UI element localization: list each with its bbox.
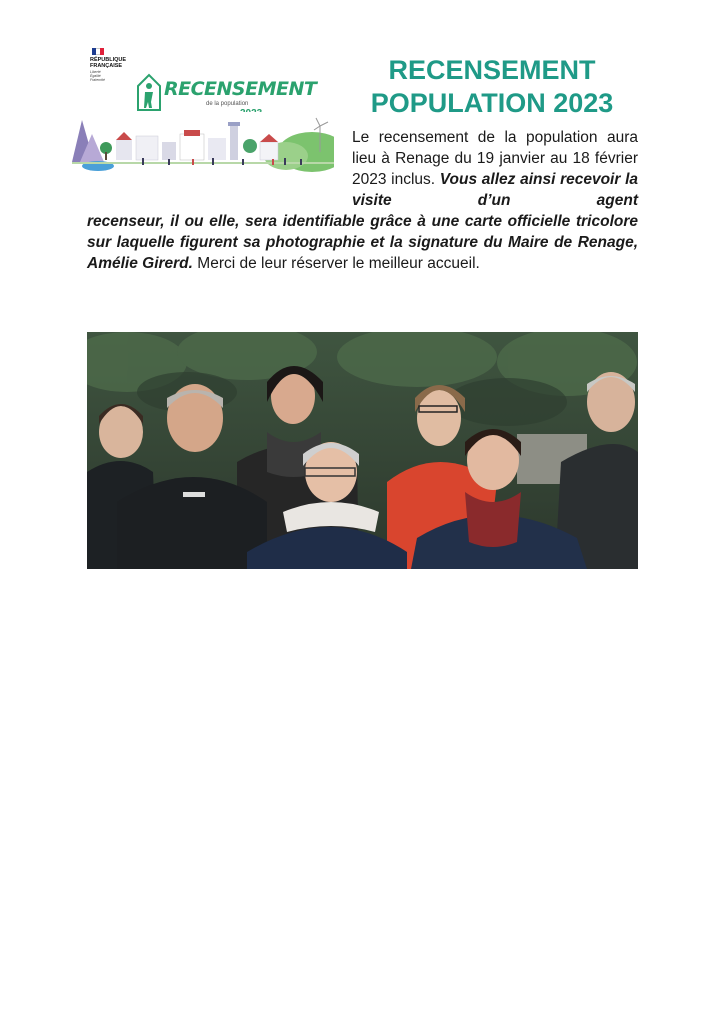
census-agents-photo: [87, 332, 638, 569]
city-illustration: [72, 112, 334, 174]
republic-motto: Liberté Égalité Fraternité: [90, 70, 105, 82]
republique-francaise-label: RÉPUBLIQUE FRANÇAISE: [90, 57, 127, 69]
intro-paragraph: [352, 127, 638, 211]
closing-text: Merci de leur réserver le meilleur accueil.: [197, 255, 480, 272]
page-title: RECENSEMENT POPULATION 2023: [370, 55, 614, 118]
french-flag-icon: [92, 48, 104, 55]
emphasis-text-part2: recenseur, il ou elle, sera identifiable grâce à une carte officielle tricolore sur laquelle figurent sa photographie et la signature du Maire de Renage, Amélie Girerd.: [87, 213, 638, 272]
census-logo: [72, 48, 334, 174]
body-paragraph: [87, 211, 638, 274]
house-person-icon: [136, 72, 162, 112]
emphasis-text-part1: Vous allez ainsi recevoir la visite d’un agent: [352, 171, 639, 209]
intro-text: Le recensement de la population aura lieu à Renage du 19 janvier au 18 février 2023 inclus.: [352, 129, 638, 188]
brand-title: RECENSEMENT: [164, 78, 317, 100]
brand-subtitle: de la population: [206, 101, 249, 107]
